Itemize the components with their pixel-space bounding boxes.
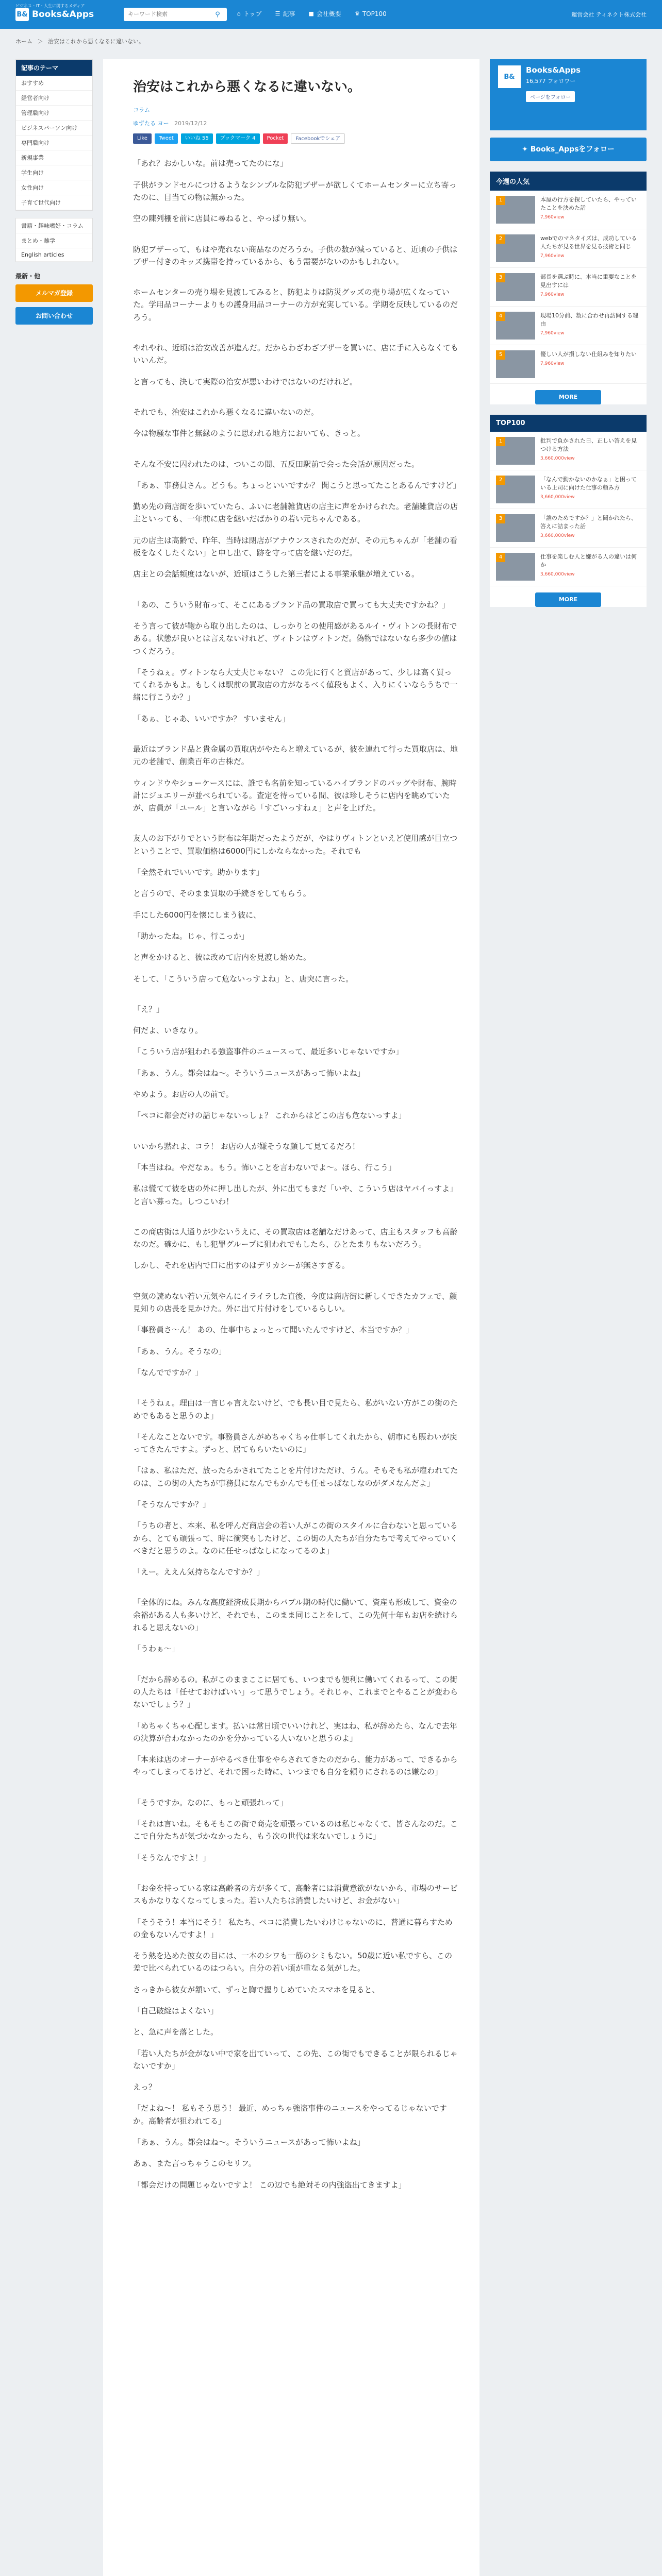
ranking-text xyxy=(540,350,637,378)
article-paragraph: 「あぁ、うん。都会はね〜。そういうニュースがあって怖いよね」 xyxy=(133,1068,365,1078)
article-paragraph: と言うので、そのまま買取の手続きをしてもらう。 xyxy=(133,889,311,899)
ranking-item[interactable] xyxy=(490,191,647,229)
nav-articles[interactable]: ☰ 記事 xyxy=(275,10,295,18)
article-paragraph: 「めちゃくちゃ心配します。払いは常日頃でいいけれど、実はね、私が辞めたら、なんで去年の決算が合わなかったのかを分かっている人いないと思うのよ」 xyxy=(133,1721,457,1743)
search-icon[interactable]: ⚲ xyxy=(215,10,220,19)
popular-box xyxy=(490,172,647,404)
article-paragraph: 「助かったね。じゃ、行こっか」 xyxy=(133,931,249,941)
ranking-text xyxy=(540,553,640,581)
thumbnail-image xyxy=(496,196,535,224)
newsletter-button[interactable]: メルマガ登録 xyxy=(15,284,93,302)
article xyxy=(103,59,479,2576)
ranking-item[interactable] xyxy=(490,548,647,586)
building-icon: ■ xyxy=(308,10,314,17)
article-paragraph: 「あぁ、うん。そうなの」 xyxy=(133,1346,226,1356)
category-title: 記事のテーマ xyxy=(16,60,92,76)
article-byline xyxy=(133,119,459,127)
other-category-box xyxy=(15,218,93,262)
article-paragraph: 「だから辞めるの。私がこのままここに居ても、いつまでも便利に働いてくれるって、この街の人たちは「任せておけばいい」って思うでしょう。それじゃ、これまでとやることが変わらないでしょう？」 xyxy=(133,1674,458,1709)
article-paragraph: 「全体的にね。みんな高度経済成長期からバブル期の時代に働いて、資産も形成して、資金の余裕がある人も多いけど、それでも、このまま同じことをして、この先何十年もお店を続けられると思えないの」 xyxy=(133,1598,458,1633)
hatena-button[interactable]: いいね 55 xyxy=(181,133,213,144)
article-paragraph: ホームセンターの売り場を見渡してみると、防犯よりは防災グッズの売り場が広くなっていた。学用品コーナーよりもの護身用品コーナーの方が充実している。学期を反映しているのだろう。 xyxy=(133,287,458,322)
article-paragraph: と、急に声を落とした。 xyxy=(133,2027,219,2037)
category-item[interactable]: 学生向け xyxy=(16,165,92,180)
article-paragraph: 「それは言いね。そもそもこの街で商売を頑張っているのは私じゃなくて、皆さんなのだ。ここで自分たちが気づかなかったら、もう次の世代は来ないでしょうに」 xyxy=(133,1819,458,1841)
article-paragraph: 「あぁ、じゃあ、いいですか？ すいません」 xyxy=(133,714,290,723)
category-item[interactable]: 専門職向け xyxy=(16,135,92,150)
ranking-title: 部長を選ぶ時に、本当に重要なことを見出すには xyxy=(540,274,637,289)
contact-box xyxy=(15,269,93,325)
article-paragraph: 空の陳列棚を前に店員に尋ねると、やっぱり無い。 xyxy=(133,214,311,224)
twitter-follow-button[interactable]: ✦ Books_Appsをフォロー xyxy=(490,138,647,161)
ranking-title: 「なんで動かないのかなぁ」と困っている上司に向けた仕事の頼み方 xyxy=(540,476,637,491)
rank-badge: 3 xyxy=(496,273,505,282)
ranking-title: 本屋の行方を探していたら、やっていたことを決めた話 xyxy=(540,196,637,211)
pocket-button[interactable]: Pocket xyxy=(263,133,288,144)
home-icon: ⌂ xyxy=(237,10,241,17)
rank-badge: 2 xyxy=(496,234,505,244)
article-category[interactable]: コラム xyxy=(133,107,150,114)
category-item[interactable]: ビジネスパーソン向け xyxy=(16,121,92,135)
ranking-text xyxy=(540,437,640,465)
article-paragraph: 「そうねぇ。理由は一言じゃ言えないけど、でも長い目で見たら、私がいない方がこの街のためでもあると思うのよ」 xyxy=(133,1398,458,1420)
article-paragraph: そんな不安に囚われたのは、ついこの間、五反田駅前で会った会話が原因だった。 xyxy=(133,459,420,469)
thumbnail-image xyxy=(496,234,535,262)
contact-button[interactable]: お問い合わせ xyxy=(15,307,93,325)
share-bar xyxy=(133,133,459,144)
top100-list xyxy=(490,432,647,586)
view-count: 3,660,000view xyxy=(540,571,575,577)
crown-icon: ♛ xyxy=(354,10,360,17)
rank-badge: 2 xyxy=(496,476,505,485)
ranking-item[interactable] xyxy=(490,307,647,345)
nav-company[interactable]: ■ 会社概要 xyxy=(308,10,341,18)
breadcrumb-home[interactable]: ホーム xyxy=(15,38,32,45)
nav-top100[interactable]: ♛ TOP100 xyxy=(354,10,387,18)
thumbnail-image xyxy=(496,553,535,581)
category-item[interactable]: 経営者向け xyxy=(16,91,92,106)
article-paragraph: 「自己破綻はよくない」 xyxy=(133,2006,219,2015)
view-count: 7,960view xyxy=(540,214,565,220)
ranking-item[interactable] xyxy=(490,268,647,307)
article-paragraph: この商店街は人通りが少ないうえに、その買取店は老舗なだけあって、店主もスタッフも高齢なのだ。確かに、もし犯罪グループに狙われでもしたら、ひとたまりもないだろう。 xyxy=(133,1227,458,1249)
view-count: 3,660,000view xyxy=(540,533,575,538)
article-paragraph: 「本来は店のオーナーがやるべき仕事をやらされてきたのだから、能力があって、できるからやってしまってるけど、それで困った時に、いつまでも自分を頼りにされるのは嫌なの」 xyxy=(133,1755,458,1777)
category-item[interactable]: 書籍・趣味嗜好・コラム xyxy=(16,218,92,233)
article-paragraph: 「うちの者と、本来、私を呼んだ商店会の若い人がこの街のスタイルに合わないと思っているから、とても頑張って、時に衝突もしたけど、この街の人たちが自分たちで考えてやっていくべきだと思うのよ。なのに任せっぱなしになってるのよ」 xyxy=(133,1521,458,1555)
article-paragraph: さっきから彼女が頷いて、ずっと胸で握りしめていたスマホを見ると、 xyxy=(133,1985,380,1994)
article-paragraph: 最近はブランド品と貴金属の買取店がやたらと増えているが、彼を連れて行った買取店は、地元の老舗で、創業百年の古株だ。 xyxy=(133,744,458,767)
rank-badge: 3 xyxy=(496,514,505,523)
article-paragraph: 防犯ブザーって、もはや売れない商品なのだろうか。子供の数が減っていると、近頃の子供はブザー付きのキッズ携帯を持っているから、もう需要がないのかもしれない。 xyxy=(133,244,458,266)
document-icon: ☰ xyxy=(275,10,280,17)
bookmark-button[interactable]: ブックマーク 4 xyxy=(216,133,260,144)
article-paragraph: それでも、治安はこれから悪くなるに違いないのだ。 xyxy=(133,407,319,417)
article-paragraph: 「あの、こういう財布って、そこにあるブランド品の買取店で買っても大丈夫ですかね？」 xyxy=(133,600,450,609)
article-paragraph: えっ？ xyxy=(133,2082,157,2092)
popular-more-button[interactable]: MORE xyxy=(535,390,601,404)
publish-date: 2019/12/12 xyxy=(174,120,207,127)
nav-home[interactable]: ⌂ トップ xyxy=(237,10,262,18)
top100-more-button[interactable]: MORE xyxy=(535,592,601,607)
article-paragraph: 「え？」 xyxy=(133,1004,164,1014)
top-bar xyxy=(0,0,662,29)
article-paragraph: 店主との会話頻度はないが、近頃はこうした第三者による事業承継が増えている。 xyxy=(133,569,420,579)
article-paragraph: 「そうなんですよ！」 xyxy=(133,1853,211,1862)
left-sidebar xyxy=(15,59,93,332)
article-paragraph: 「だよね〜！ 私もそう思う！ 最近、めっちゃ強盗事件のニュースをやってるじゃないですか。高齢者が狙われてる」 xyxy=(133,2104,447,2126)
contact-title: 最新・他 xyxy=(15,273,41,280)
article-paragraph: やめよう。お店の人の前で。 xyxy=(133,1090,234,1099)
facebook-widget xyxy=(490,59,647,130)
breadcrumb-separator: ＞ xyxy=(37,38,43,45)
logo-mark-icon: B& xyxy=(15,8,29,21)
ranking-text xyxy=(540,476,640,503)
article-paragraph: 「そんなことないです。事務員さんがめちゃくちゃ仕事してくれたから、朝市にも賑わいが戻ってきたんですよ。ずっと、居てもらいたいのに」 xyxy=(133,1432,457,1454)
article-paragraph: そう熱を込めた彼女の目には、一本のシワも一筋のシミもない。50歳に近い私ですら、この差で比べられているのはつらい。自分の若い頃が重なる気がした。 xyxy=(133,1951,453,1973)
rank-badge: 5 xyxy=(496,350,505,360)
ranking-item[interactable] xyxy=(490,470,647,509)
ranking-text xyxy=(540,273,640,301)
category-item[interactable]: 子育て世代向け xyxy=(16,195,92,210)
category-item[interactable]: 女性向け xyxy=(16,180,92,195)
article-paragraph: 「若い人たちが金がない中で家を出ていって、この先、この街でもできることが限られるじゃないですか」 xyxy=(133,2048,458,2071)
article-paragraph: 「お金を持っている家は高齢者の方が多くて、高齢者には消費意欲がないから、市場のサービスもかなりなくなってしまった。若い人たちは消費したいけど、お金がない」 xyxy=(133,1883,458,1906)
author-name[interactable]: ゆずたる ヨー xyxy=(133,120,169,127)
article-paragraph: 何だよ、いきなり。 xyxy=(133,1026,203,1036)
thumbnail-image xyxy=(496,476,535,503)
article-paragraph: 「なんでですか？」 xyxy=(133,1367,203,1377)
article-paragraph: 「えー。ええん気持ちなんですか？」 xyxy=(133,1567,264,1577)
article-paragraph: ウィンドウやショーケースには、誰でも名前を知っているハイブランドのバッグや財布、腕時計にジュエリーが並べられている。査定を待っている間、彼は珍しそうに店内を眺めていたが、店員が「ユール」と言いながら「すごいっすねぇ」と声を上げた。 xyxy=(133,778,457,813)
right-sidebar xyxy=(490,59,647,617)
view-count: 7,960view xyxy=(540,361,565,366)
logo-text: Books&Apps xyxy=(32,9,94,20)
search-input[interactable] xyxy=(124,11,211,18)
popular-title: 今週の人気 xyxy=(490,172,647,191)
ranking-title: 現場10分前、数に合わせ再訪問する理由 xyxy=(540,312,638,327)
fb-page-logo-icon: B& xyxy=(498,65,521,88)
category-item[interactable]: 管理職向け xyxy=(16,106,92,121)
article-paragraph: あぁ、また言っちゃうこのセリフ。 xyxy=(133,2159,256,2168)
category-box xyxy=(15,59,93,211)
view-count: 7,960view xyxy=(540,292,565,297)
article-paragraph: 手にした6000円を懐にしまう彼に、 xyxy=(133,910,261,920)
article-paragraph: いいから黙れよ、コラ！ お店の人が嫌そうな顔して見てるだろ！ xyxy=(133,1141,360,1151)
article-paragraph: 勤め先の商店街を歩いていたら、ふいに老舗雑貨店の店主に声をかけられた。老舗雑貨店の店主といっても、一年前に店を継いだばかりの若い元ちゃんである。 xyxy=(133,502,458,524)
ranking-text xyxy=(540,312,640,340)
fb-share-button[interactable]: Facebookでシェア xyxy=(291,133,345,144)
view-count: 7,960view xyxy=(540,253,565,259)
ranking-title: 優しい人が損しない仕組みを知りたい xyxy=(540,351,637,358)
article-paragraph: 「そうですか。なのに、もっと頑張れって」 xyxy=(133,1798,288,1807)
fb-follow-button[interactable]: ページをフォロー xyxy=(526,91,575,102)
article-paragraph: 「都会だけの問題じゃないですよ！ この辺でも絶対その内強盗出てきますよ」 xyxy=(133,2180,406,2190)
article-paragraph: 私は慌てて彼を店の外に押し出したが、外に出てもまだ「いや、こういう店はヤバイっすよ」と言い募った。しつこいわ！ xyxy=(133,1184,458,1206)
breadcrumb xyxy=(15,37,147,45)
article-paragraph: 子供がランドセルにつけるようなシンプルな防犯ブザーが欲しくてホームセンターに立ち寄ったのに、目当ての物は無かった。 xyxy=(133,180,457,202)
top100-box xyxy=(490,415,647,607)
ranking-title: 仕事を楽しむ人と嫌がる人の違いは何か xyxy=(540,553,637,568)
article-paragraph: と声をかけると、彼は改めて店内を見渡し始めた。 xyxy=(133,953,311,962)
tweet-button[interactable]: Tweet xyxy=(155,133,178,144)
article-paragraph: 「そうそう！本当にそう！ 私たち、ペコに消費したいわけじゃないのに、普通に暮らすための金もないんですよ！」 xyxy=(133,1917,453,1939)
article-paragraph: 今は物騒な事件と無縁のように思われる地方においても、きっと。 xyxy=(133,429,366,438)
thumbnail-image xyxy=(496,514,535,542)
view-count: 7,960view xyxy=(540,330,565,336)
category-item[interactable]: おすすめ xyxy=(16,76,92,91)
category-item[interactable]: まとめ・雑学 xyxy=(16,233,92,248)
rank-badge: 4 xyxy=(496,553,505,562)
article-paragraph: 「本当はね。やだなぁ。もう。怖いことを言わないでよ〜。ほら、行こう」 xyxy=(133,1162,396,1172)
ranking-text xyxy=(540,514,640,542)
ranking-text xyxy=(540,234,640,262)
ranking-title: 「誰のためですか？」と聞かれたら、答えに詰まった話 xyxy=(540,515,637,530)
thumbnail-image xyxy=(496,350,535,378)
ranking-item[interactable] xyxy=(490,509,647,548)
top100-title: TOP100 xyxy=(490,415,647,432)
article-paragraph: やれやれ、近頃は治安改善が進んだ。だからわざわざブザーを買いに、店に手に入らなくてもいいんだ。 xyxy=(133,343,458,365)
article-title: 治安はこれから悪くなるに違いない。 xyxy=(133,79,361,95)
category-item[interactable]: English articles xyxy=(16,248,92,262)
article-paragraph: 「そうなんですか？」 xyxy=(133,1499,211,1509)
article-paragraph: 空気の読めない若い元気やんにイライラした直後、今度は商店街に新しくできたカフェで、顔見知りの店長を見かけた。外に出て片付けをしているらしい。 xyxy=(133,1291,457,1314)
rank-badge: 1 xyxy=(496,196,505,205)
article-paragraph: 「あぁ、事務員さん。どうも。ちょっといいですか？ 聞こうと思ってたことあるんですけど」 xyxy=(133,480,461,490)
article-paragraph: 「ペコに都会だけの話じゃないっしょ？ これからはどこの店も危ないっすよ」 xyxy=(133,1111,406,1121)
article-paragraph: 元の店主は高齢で、昨年、当時は閉店がアナウンスされたのだが、その元ちゃんが「老舗の看板をなくしたくない」と申し出て、跡を守って店を継いだのだ。 xyxy=(133,535,458,558)
article-paragraph: 「うわぁ〜」 xyxy=(133,1644,179,1654)
article-paragraph: 「はぁ、私はただ、放ったらかされてたことを片付けただけ、うん。そもそも私が雇われてたのは、この街の人たちが事務員になんでもかんでも任せっぱなしなのがダメなんだよ」 xyxy=(133,1466,458,1488)
logo-tagline: ビジネス・IT・人生に関するメディア xyxy=(15,4,85,8)
ranking-title: 批判で負かされた日、正しい答えを見つける方法 xyxy=(540,437,637,452)
ranking-item[interactable] xyxy=(490,432,647,470)
view-count: 3,660,000view xyxy=(540,455,575,461)
ranking-item[interactable] xyxy=(490,229,647,268)
article-paragraph: 「こういう店が狙われる強盗事件のニュースって、最近多いじゃないですか」 xyxy=(133,1047,404,1057)
article-paragraph: そして、「こういう店って危ないっすよね」と、唐突に言った。 xyxy=(133,974,354,984)
twitter-icon: ✦ xyxy=(522,145,528,154)
top-navigation xyxy=(237,9,400,18)
category-item[interactable]: 新規事業 xyxy=(16,150,92,165)
article-paragraph: 「全然それでいいです。助かります」 xyxy=(133,868,264,877)
breadcrumb-current: 治安はこれから悪くなるに違いない。 xyxy=(48,38,144,45)
fb-follower-count: 16,577 フォロワー xyxy=(526,78,576,84)
view-count: 3,660,000view xyxy=(540,494,575,500)
article-paragraph: と言っても、決して実際の治安が悪いわけではないのだけれど。 xyxy=(133,377,358,386)
rank-badge: 1 xyxy=(496,437,505,446)
ranking-item[interactable] xyxy=(490,345,647,384)
article-body xyxy=(133,157,459,2191)
article-paragraph: 「あれ？おかしいな。前は売ってたのにな」 xyxy=(133,159,288,168)
thumbnail-image xyxy=(496,312,535,340)
popular-list xyxy=(490,191,647,384)
ranking-text xyxy=(540,196,640,224)
article-paragraph: 「あぁ、うん。都会はね〜。そういうニュースがあって怖いよね」 xyxy=(133,2138,365,2147)
article-paragraph: そう言って彼が鞄から取り出したのは、しっかりとの使用感があるルイ・ヴィトンの長財布である。状態が良いとは言えないけれど、ヴィトンはヴィトンだ。偽物ではないなら多少の値はつくだろう。 xyxy=(133,621,457,656)
fb-like-button[interactable]: Like xyxy=(133,133,152,144)
article-paragraph: しかし、それを店内で口に出すのはデリカシーが無さすぎる。 xyxy=(133,1261,350,1270)
article-paragraph: 「事務員さ〜ん！ あの、仕事中ちょっとって聞いたんですけど、本当ですか？」 xyxy=(133,1325,413,1335)
operator-link[interactable]: 運営会社 ティネクト株式会社 xyxy=(571,11,647,18)
article-paragraph: 友人のお下がりでという財布は年期だったようだが、やはりヴィトンといえど使用感が目立つということで、買取価格は6000円にしかならなかった。それでも xyxy=(133,834,458,856)
article-paragraph: 「そうねぇ。ヴィトンなら大丈夫じゃない？ この先に行くと質店があって、少しは高く買ってくれるかもよ。もしくは駅前の買取店の方がなるべく値段もよく、入りにくいならうちで一緒に行こうか？」 xyxy=(133,667,458,702)
thumbnail-image xyxy=(496,437,535,465)
ranking-title: webでのマネタイズは、成功している人たちが見る世界を見る技術と同じ xyxy=(540,235,637,250)
fb-page-name[interactable]: Books&Apps xyxy=(526,65,581,75)
rank-badge: 4 xyxy=(496,312,505,321)
thumbnail-image xyxy=(496,273,535,301)
search-box xyxy=(124,8,227,21)
